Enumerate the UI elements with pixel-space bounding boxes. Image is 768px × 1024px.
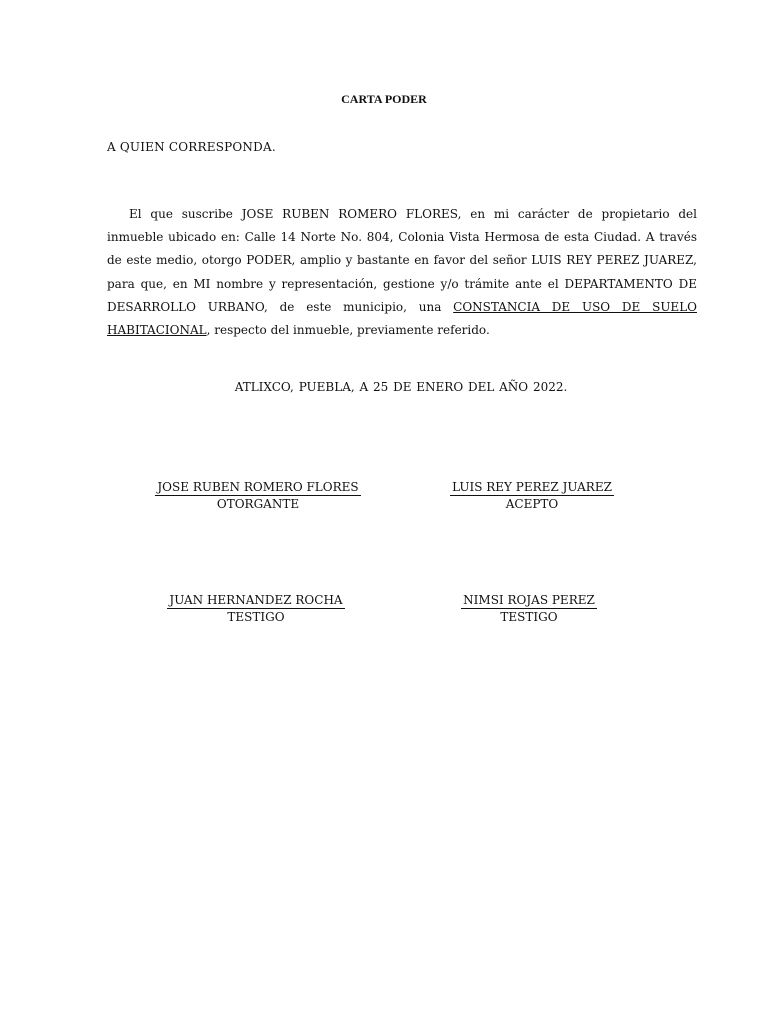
signature-block-acepto [448, 479, 616, 512]
signature-name-acepto: LUIS REY PEREZ JUAREZ [452, 480, 612, 494]
body-text-part-2: , respecto del inmueble, previamente referido. [206, 323, 490, 338]
body-text-part-1: El que suscribe JOSE RUBEN ROMERO FLORES, en mi carácter de propietario del inmueble ubicado en: Calle 14 Norte No. 804, Colonia Vista Hermosa de esta Ciudad. A través de este medio, otorgo PODER, amplio y bastante en favor del señor LUIS REY PEREZ JUAREZ, para que, en MI nombre y representación, gestione y/o trámite ante el DEPARTAMENTO DE DESARROLLO URBANO, de este municipio, una [107, 207, 697, 314]
signature-role-otorgante: OTORGANTE [216, 497, 300, 511]
signature-name-testigo-1: JUAN HERNANDEZ ROCHA [169, 593, 343, 607]
signature-role-testigo-1: TESTIGO [227, 610, 285, 624]
signature-name-otorgante: JOSE RUBEN ROMERO FLORES [157, 480, 359, 494]
signature-name-testigo-2: NIMSI ROJAS PEREZ [463, 593, 595, 607]
signature-role-acepto: ACEPTO [505, 497, 559, 511]
greeting: A QUIEN CORRESPONDA. [107, 140, 276, 154]
body-paragraph [107, 203, 697, 342]
dateline: ATLIXCO, PUEBLA, A 25 DE ENERO DEL AÑO 2022. [234, 380, 568, 394]
signature-block-otorgante [153, 479, 363, 512]
body-text-underlined: CONSTANCIA DE USO DE SUELO HABITACIONAL [107, 299, 697, 338]
signature-block-testigo-1 [166, 592, 346, 625]
signature-block-testigo-2 [460, 592, 598, 625]
document-title: CARTA PODER [341, 92, 427, 106]
signature-role-testigo-2: TESTIGO [500, 610, 558, 624]
